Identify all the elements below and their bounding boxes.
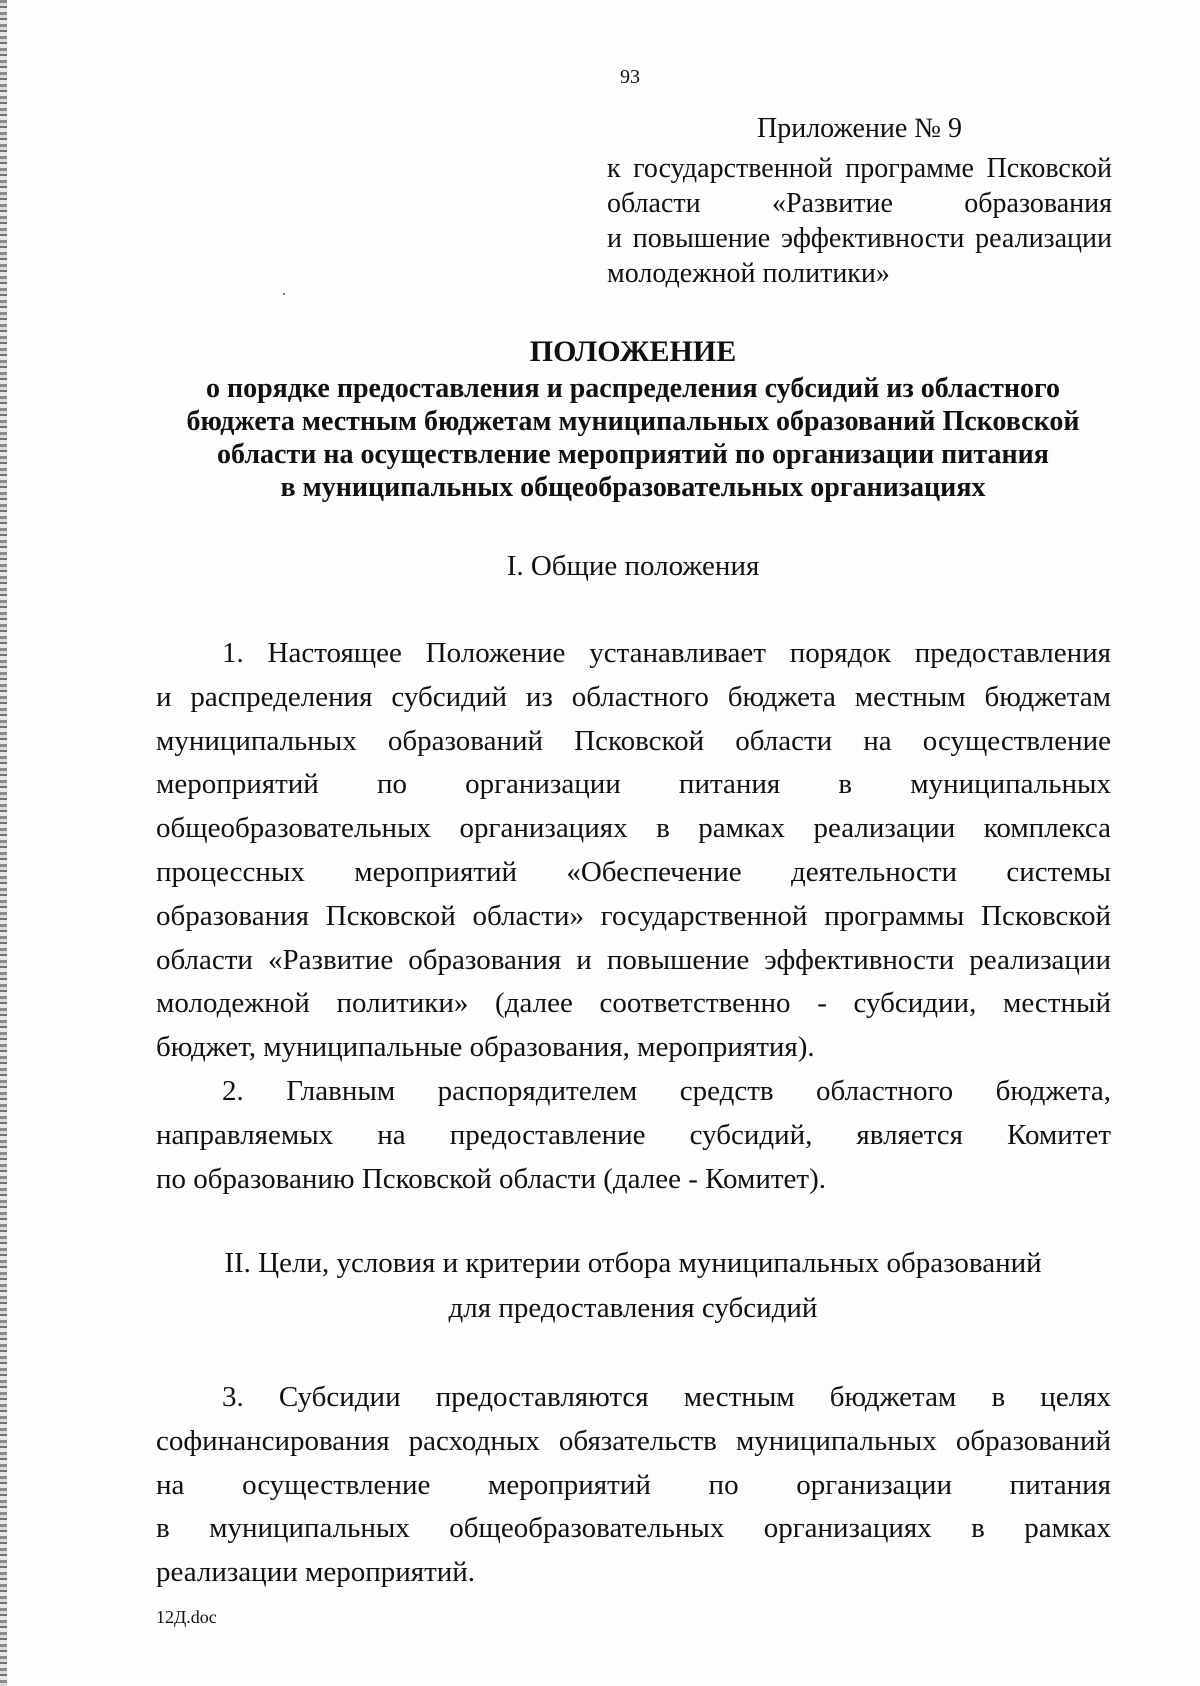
appendix-block [607,111,1112,291]
paragraph-line: на осуществление мероприятий по организации питания [156,1468,1111,1501]
appendix-line: и повышение эффективности реализации [607,223,1112,254]
section-2-heading-line: для предоставления субсидий [448,1292,818,1324]
appendix-title: Приложение № 9 [757,113,962,144]
paragraph-line: муниципальных образований Псковской области на осуществление [156,724,1111,757]
scan-edge-decoration [0,0,7,1686]
section-1-heading: I. Общие положения [506,550,760,582]
paragraph-line: 2. Главным распорядителем средств областного бюджета, [222,1074,1111,1107]
paragraph-line: мероприятий по организации питания в муниципальных [156,768,1111,801]
document-title-line: бюджета местным бюджетам муниципальных образований Псковской [186,406,1080,437]
section-2-heading [150,1241,1116,1331]
paragraph-line: реализации мероприятий. [156,1556,476,1589]
paragraph-line: образования Псковской области» государственной программы Псковской [156,899,1111,932]
paragraph-line: направляемых на предоставление субсидий, является Комитет [156,1118,1111,1151]
paragraph-line: в муниципальных общеобразовательных организациях в рамках [156,1512,1111,1545]
appendix-line: области «Развитие образования [607,188,1112,219]
paragraph-line: бюджет, муниципальные образования, мероприятия). [156,1031,815,1064]
paragraph-line: по образованию Псковской области (далее - Комитет). [156,1162,826,1195]
section-2-heading-line: II. Цели, условия и критерии отбора муниципальных образований [224,1247,1042,1279]
appendix-line: к государственной программе Псковской [607,153,1112,184]
appendix-line: молодежной политики» [607,258,890,289]
page-number: 93 [620,66,640,88]
footer-file-name: 12Д.doc [156,1607,217,1627]
paragraph-line: софинансирования расходных обязательств муниципальных образований [156,1424,1111,1457]
paragraph-line: процессных мероприятий «Обеспечение деятельности системы [156,855,1111,888]
scan-speck [283,293,285,295]
document-title-main: ПОЛОЖЕНИЕ [529,335,737,368]
document-title-line: о порядке предоставления и распределения субсидий из областного [205,373,1061,404]
paragraph-line: общеобразовательных организациях в рамках реализации комплекса [156,812,1111,845]
paragraph-line: 3. Субсидии предоставляются местным бюджетам в целях [222,1381,1111,1413]
document-title-line: в муниципальных общеобразовательных организациях [280,472,986,503]
paragraph-line: области «Развитие образования и повышение эффективности реализации [156,943,1111,976]
section-2-body [156,1376,1111,1595]
document-title-line: области на осуществление мероприятий по организации питания [217,439,1049,470]
paragraph-line: молодежной политики» (далее соответственно - субсидии, местный [156,987,1111,1020]
paragraph-line: и распределения субсидий из областного бюджета местным бюджетам [156,680,1111,713]
section-1-body [156,632,1111,1201]
paragraph-line: 1. Настоящее Положение устанавливает порядок предоставления [222,637,1111,669]
document-title [150,335,1116,504]
